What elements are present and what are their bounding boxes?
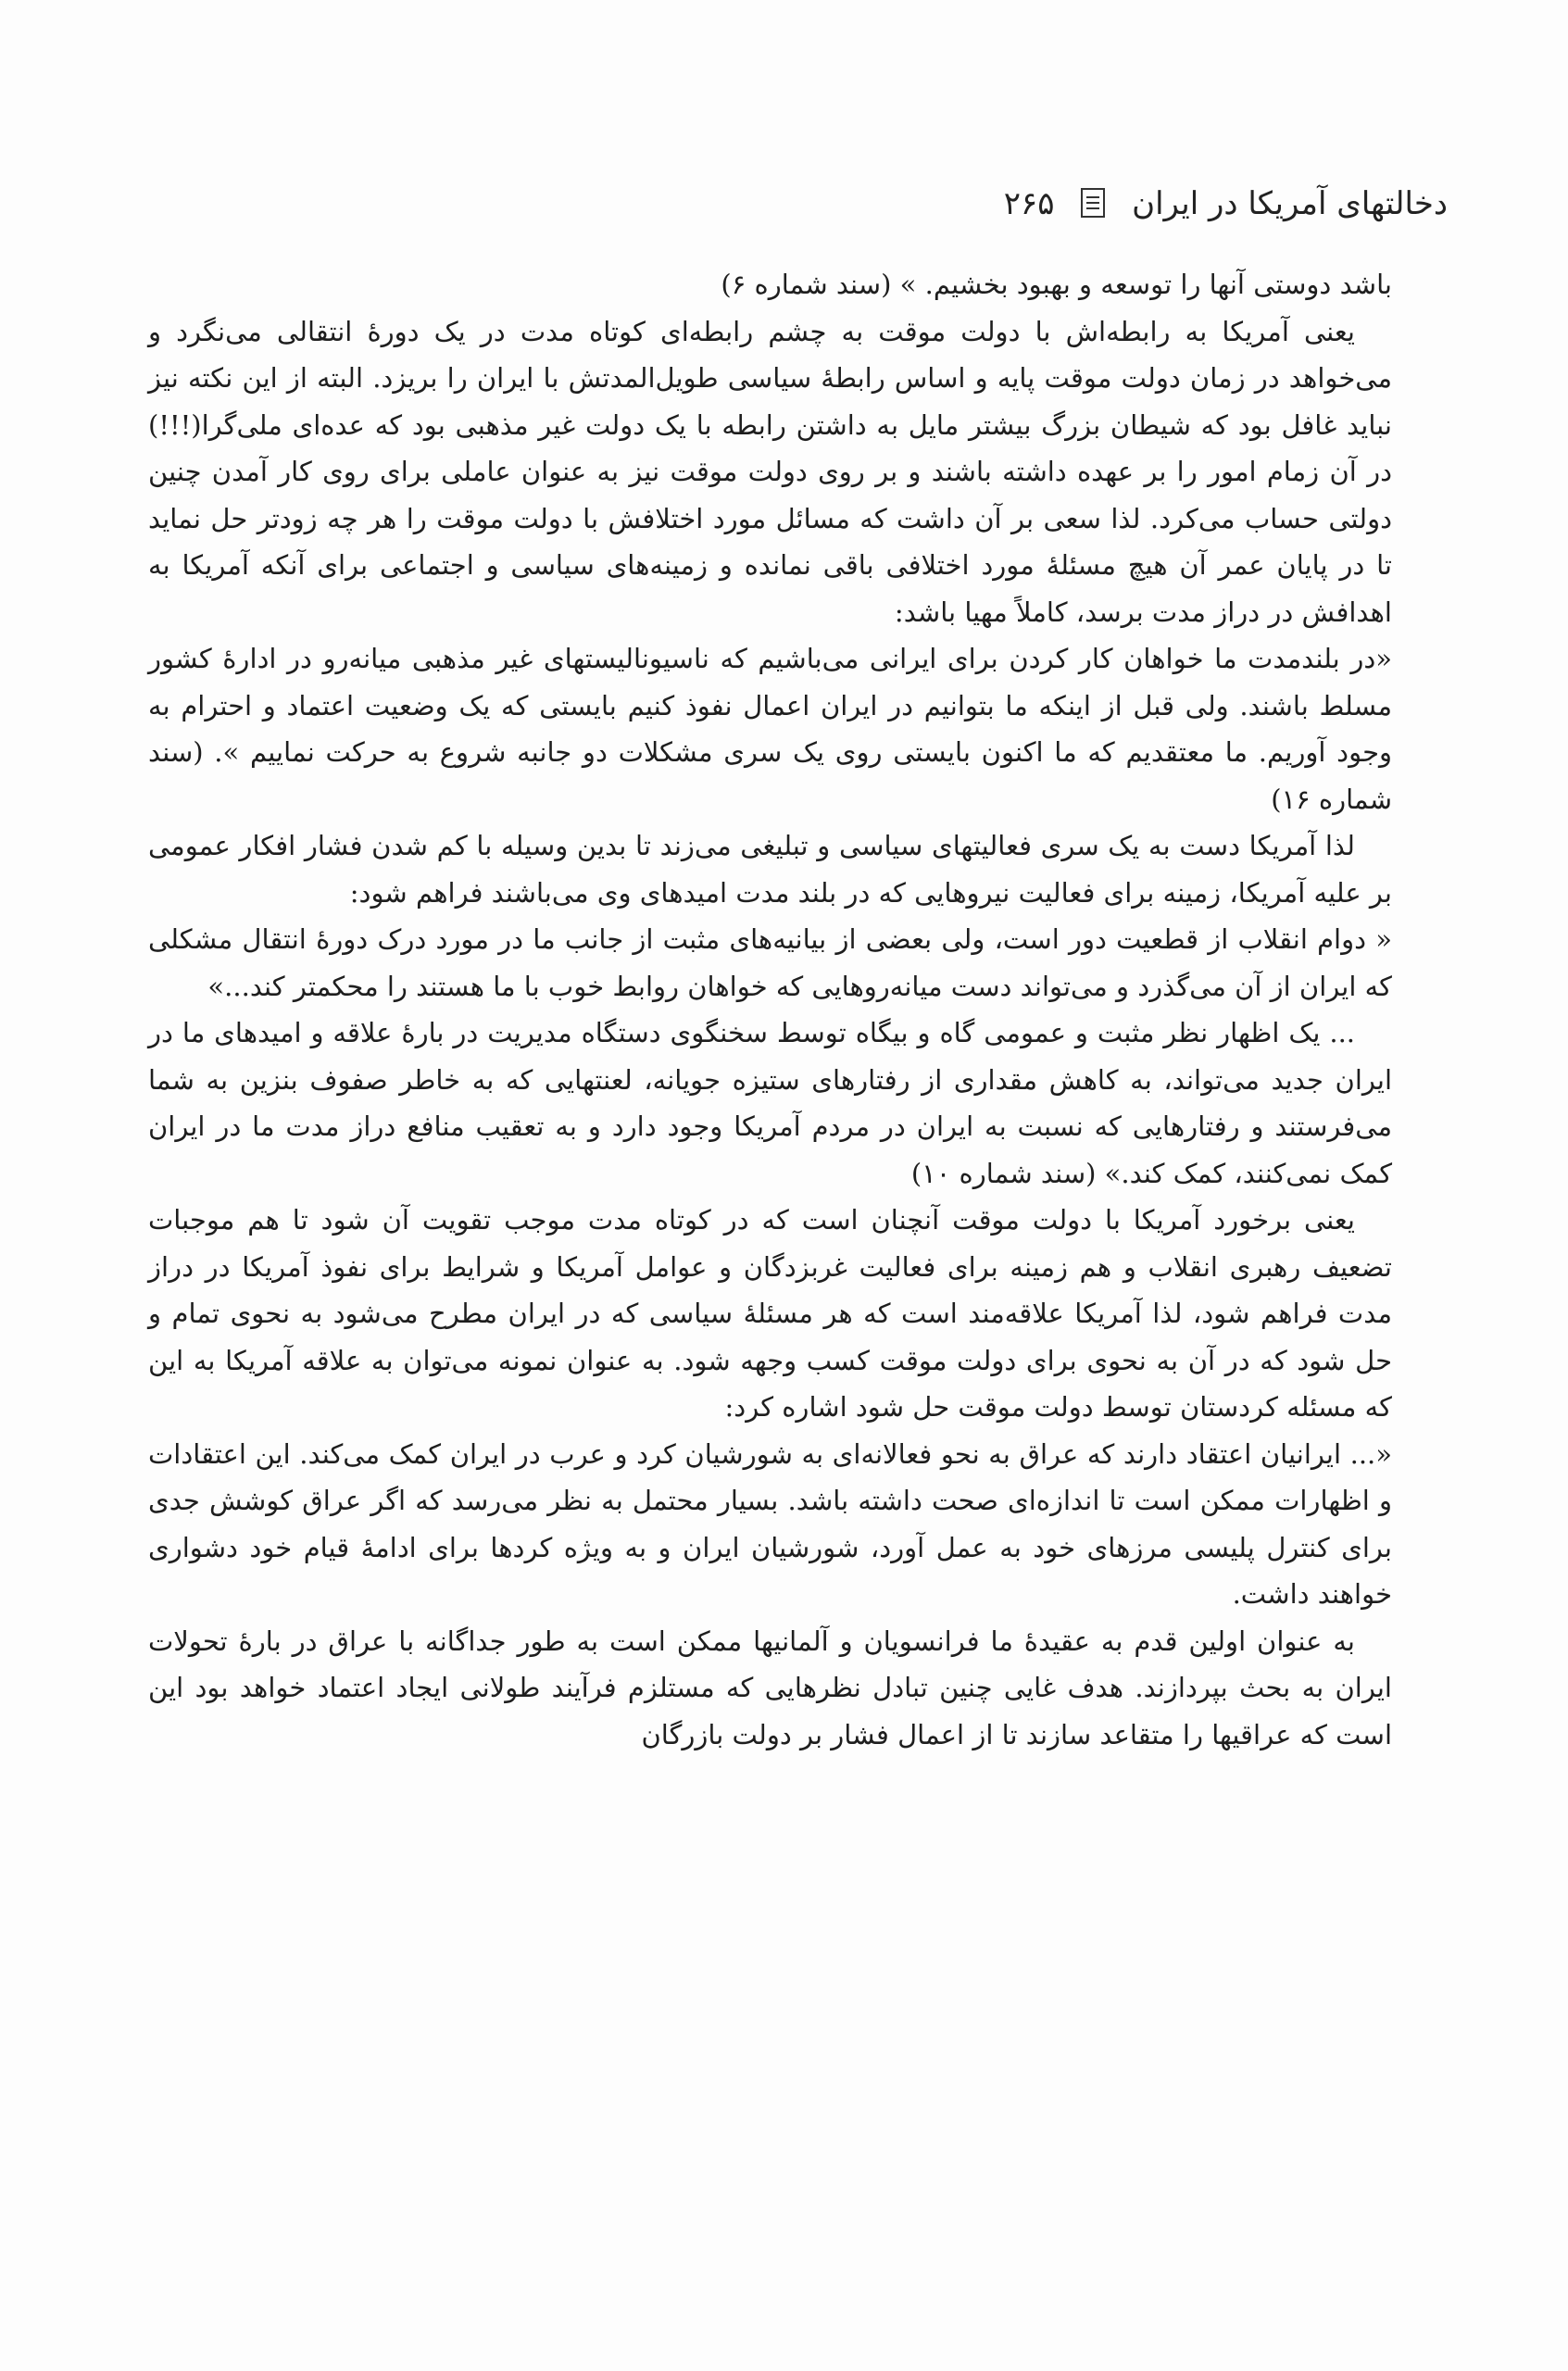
- quote-paragraph: « دوام انقلاب از قطعیت دور است، ولی بعضی از بیانیه‌های مثبت از جانب ما در مورد درک دورهٔ انتقال مشکلی که ایران از آن می‌گذرد و می‌تواند دست میانه‌روهایی که خواهان روابط خوب با ما هستند را محکمتر کند...»: [148, 923, 1392, 1002]
- running-title: دخالتهای آمریکا در ایران: [1132, 185, 1448, 222]
- page-header: [111, 185, 1448, 241]
- page-body: [148, 261, 1392, 1758]
- quote-paragraph: به عنوان اولین قدم به عقیدهٔ ما فرانسویان و آلمانیها ممکن است به طور جداگانه با عراق در بارهٔ تحولات ایران به بحث بپردازند. هدف غایی چنین تبادل نظرهایی که مستلزم فرآیند طولانی ایجاد اعتماد خواهد بود این است که عراقیها را متقاعد سازند تا از اعمال فشار بر دولت بازرگان: [148, 1625, 1392, 1750]
- paragraph: باشد دوستی آنها را توسعه و بهبود بخشیم. » (سند شماره ۶): [721, 269, 1392, 300]
- page-number: ۲۶۵: [1003, 185, 1055, 222]
- paragraph: لذا آمریکا دست به یک سری فعالیتهای سیاسی و تبلیغی می‌زند تا بدین وسیله با کم شدن فشار افکار عمومی بر علیه آمریکا، زمینه برای فعالیت نیروهایی که در بلند مدت امیدهای وی می‌باشند فراهم شود:: [148, 830, 1392, 909]
- paragraph: یعنی برخورد آمریکا با دولت موقت آنچنان است که در کوتاه مدت موجب تقویت آن شود تا هم موجبات تضعیف رهبری انقلاب و هم زمینه برای فعالیت غربزدگان و عوامل آمریکا و شرایط برای نفوذ آمریکا در دراز مدت فراهم شود، لذا آمریکا علاقه‌مند است که هر مسئلهٔ سیاسی که در ایران مطرح می‌شود به نحوی تمام و حل شود که در آن به نحوی برای دولت موقت کسب وجهه شود. به عنوان نمونه می‌توان به علاقه آمریکا به این که مسئله کردستان توسط دولت موقت حل شود اشاره کرد:: [148, 1204, 1392, 1423]
- quote-paragraph: «... ایرانیان اعتقاد دارند که عراق به نحو فعالانه‌ای به شورشیان کرد و عرب در ایران کمک می‌کند. این اعتقادات و اظهارات ممکن است تا اندازه‌ای صحت داشته باشد. بسیار محتمل به نظر می‌رسد که اگر عراق کوشش جدی برای کنترل پلیسی مرزهای خود به عمل آورد، شورشیان ایران و به ویژه کردها برای ادامهٔ قیام خود دشواری خواهند داشت.: [148, 1437, 1392, 1610]
- document-icon: [1081, 188, 1105, 218]
- paragraph: یعنی آمریکا به رابطه‌اش با دولت موقت به چشم رابطه‌ای کوتاه مدت در یک دورهٔ انتقالی می‌نگرد و می‌خواهد در زمان دولت موقت پایه و اساس رابطهٔ سیاسی طویل‌المدتش با ایران را بریزد. البته از این نکته نیز نباید غافل بود که شیطان بزرگ بیشتر مایل به داشتن رابطه با یک دولت غیر مذهبی بود که عده‌ای ملی‌گرا(!!!) در آن زمام امور را بر عهده داشته باشند و بر روی دولت موقت نیز به عنوان عاملی برای روی کار آمدن چنین دولتی حساب می‌کرد. لذا سعی بر آن داشت که مسائل مورد اختلافش با دولت موقت را هر چه زودتر حل نماید تا در پایان عمر آن هیچ مسئلهٔ مورد اختلافی باقی نمانده و زمینه‌های سیاسی و اجتماعی برای آنکه آمریکا به اهدافش در دراز مدت برسد، کاملاً مهیا باشد:: [148, 315, 1392, 628]
- quote-paragraph: «در بلندمدت ما خواهان کار کردن برای ایرانی می‌باشیم که ناسیونالیستهای غیر مذهبی میانه‌رو در ادارهٔ کشور مسلط باشند. ولی قبل از اینکه ما بتوانیم در ایران اعمال نفوذ کنیم بایستی که یک وضعیت اعتماد و احترام به وجود آوریم. ما معتقدیم که ما اکنون بایستی روی یک سری مشکلات دو جانبه شروع به حرکت نماییم ». (سند شماره ۱۶): [148, 643, 1392, 815]
- quote-paragraph: ... یک اظهار نظر مثبت و عمومی گاه و بیگاه توسط سخنگوی دستگاه مدیریت در بارهٔ علاقه و امیدهای ما در ایران جدید می‌تواند، به کاهش مقداری از رفتارهای ستیزه جویانه، لعنتهایی که به خاطر صفوف بنزین به شما می‌فرستند و رفتارهایی که نسبت به ایران در مردم آمریکا وجود دارد و به تعقیب منافع دراز مدت ما در ایران کمک نمی‌کنند، کمک کند.» (سند شماره ۱۰): [148, 1017, 1392, 1189]
